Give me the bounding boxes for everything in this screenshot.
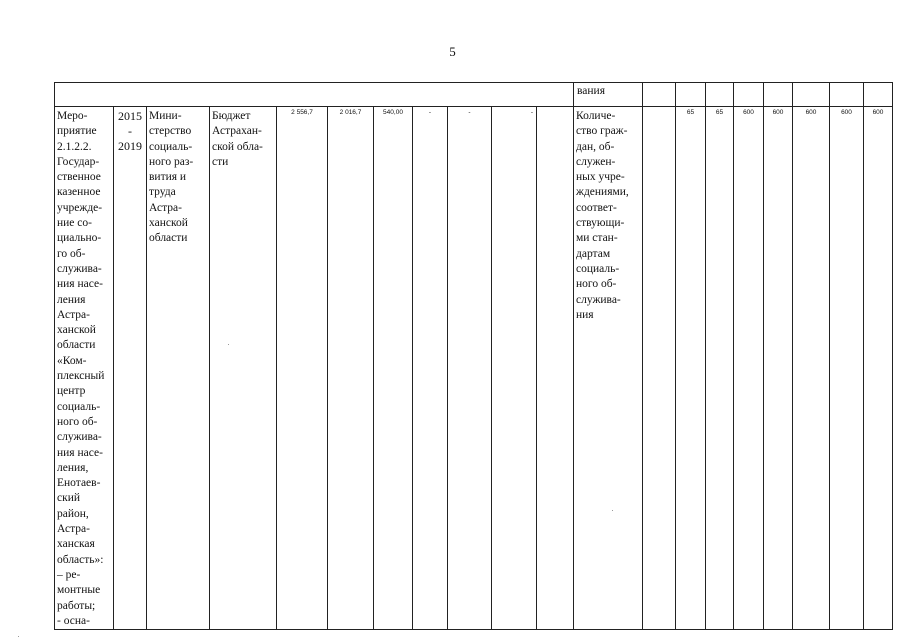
- funding-source: Бюджет Астрахан- ской обла- сти: [212, 110, 263, 168]
- value-cell: [793, 83, 830, 107]
- finance-cell: [374, 107, 413, 630]
- finance-value: -: [530, 109, 533, 116]
- executor-cell: [147, 107, 210, 630]
- indicator-tail-text: вания: [577, 85, 605, 97]
- finance-cell: [492, 107, 537, 630]
- value-cell: [706, 83, 734, 107]
- value-cell: [734, 83, 764, 107]
- value-cell: [764, 83, 793, 107]
- value-cell: [830, 83, 864, 107]
- scan-speck: [18, 636, 19, 637]
- indicator-value-cell: [830, 107, 864, 630]
- indicator-value: 600: [872, 109, 884, 116]
- scan-speck: [228, 344, 229, 345]
- indicator-value: 65: [686, 109, 695, 116]
- measure-name-cell: [55, 107, 114, 630]
- blank-cell: [643, 107, 676, 630]
- indicator-value-cell: [793, 107, 830, 630]
- indicator-value-cell: [764, 107, 793, 630]
- value-cell: [864, 83, 893, 107]
- finance-value: 2 016,7: [339, 109, 362, 116]
- indicator-text: Количе- ство граж- дан, об- служен- ных учре- ждениями, соответ- ствующи- ми стан- дартам социаль- ного об- служива- ния: [576, 110, 629, 321]
- indicator-value: 600: [772, 109, 784, 116]
- indicator-value: 600: [841, 109, 852, 116]
- finance-cell: [413, 107, 448, 630]
- finance-value: 2 556,7: [291, 109, 313, 116]
- indicator-value-cell: [676, 107, 706, 630]
- indicator-tail-cell: [574, 83, 643, 107]
- spacer-cell: [537, 107, 574, 630]
- indicator-value-cell: [734, 107, 764, 630]
- table-header-continuation-row: [55, 83, 893, 107]
- indicator-value-cell: [864, 107, 893, 630]
- blank-value: [643, 107, 675, 109]
- indicator-value-cell: [706, 107, 734, 630]
- finance-cell: [328, 107, 374, 630]
- period-cell: [114, 107, 147, 630]
- executor: Мини- стерство социаль- ного раз- вития и труда Астра- ханской области: [149, 110, 194, 245]
- finance-cell: [448, 107, 492, 630]
- table-row: [55, 107, 893, 630]
- finance-cell: [277, 107, 328, 630]
- continuation-cell: [55, 83, 574, 107]
- program-table: [54, 82, 893, 630]
- page-number: 5: [449, 44, 456, 59]
- finance-value: -: [428, 109, 432, 116]
- blank-cell: [643, 83, 676, 107]
- indicator-value: 65: [715, 109, 724, 116]
- value-cell: [676, 83, 706, 107]
- measure-name: Меро- приятие 2.1.2.2. Государ- ственное казенное учрежде- ние со- циально- го об- служива- ния насе- ления Астра- ханской области «Ком- плексный центр социаль- ного об- служива- ния насе- ления, Енотаев- ский район, Астра- ханская область»: – ре- монтные работы; - осна-: [57, 110, 105, 627]
- finance-value: -: [468, 109, 471, 116]
- indicator-value: 600: [743, 109, 754, 116]
- funding-source-cell: [210, 107, 277, 630]
- finance-value: 540,00: [383, 109, 403, 116]
- period: 2015 - 2019: [118, 109, 142, 153]
- scan-speck: [612, 510, 613, 511]
- indicator-cell: [574, 107, 643, 630]
- indicator-value: 600: [805, 109, 817, 116]
